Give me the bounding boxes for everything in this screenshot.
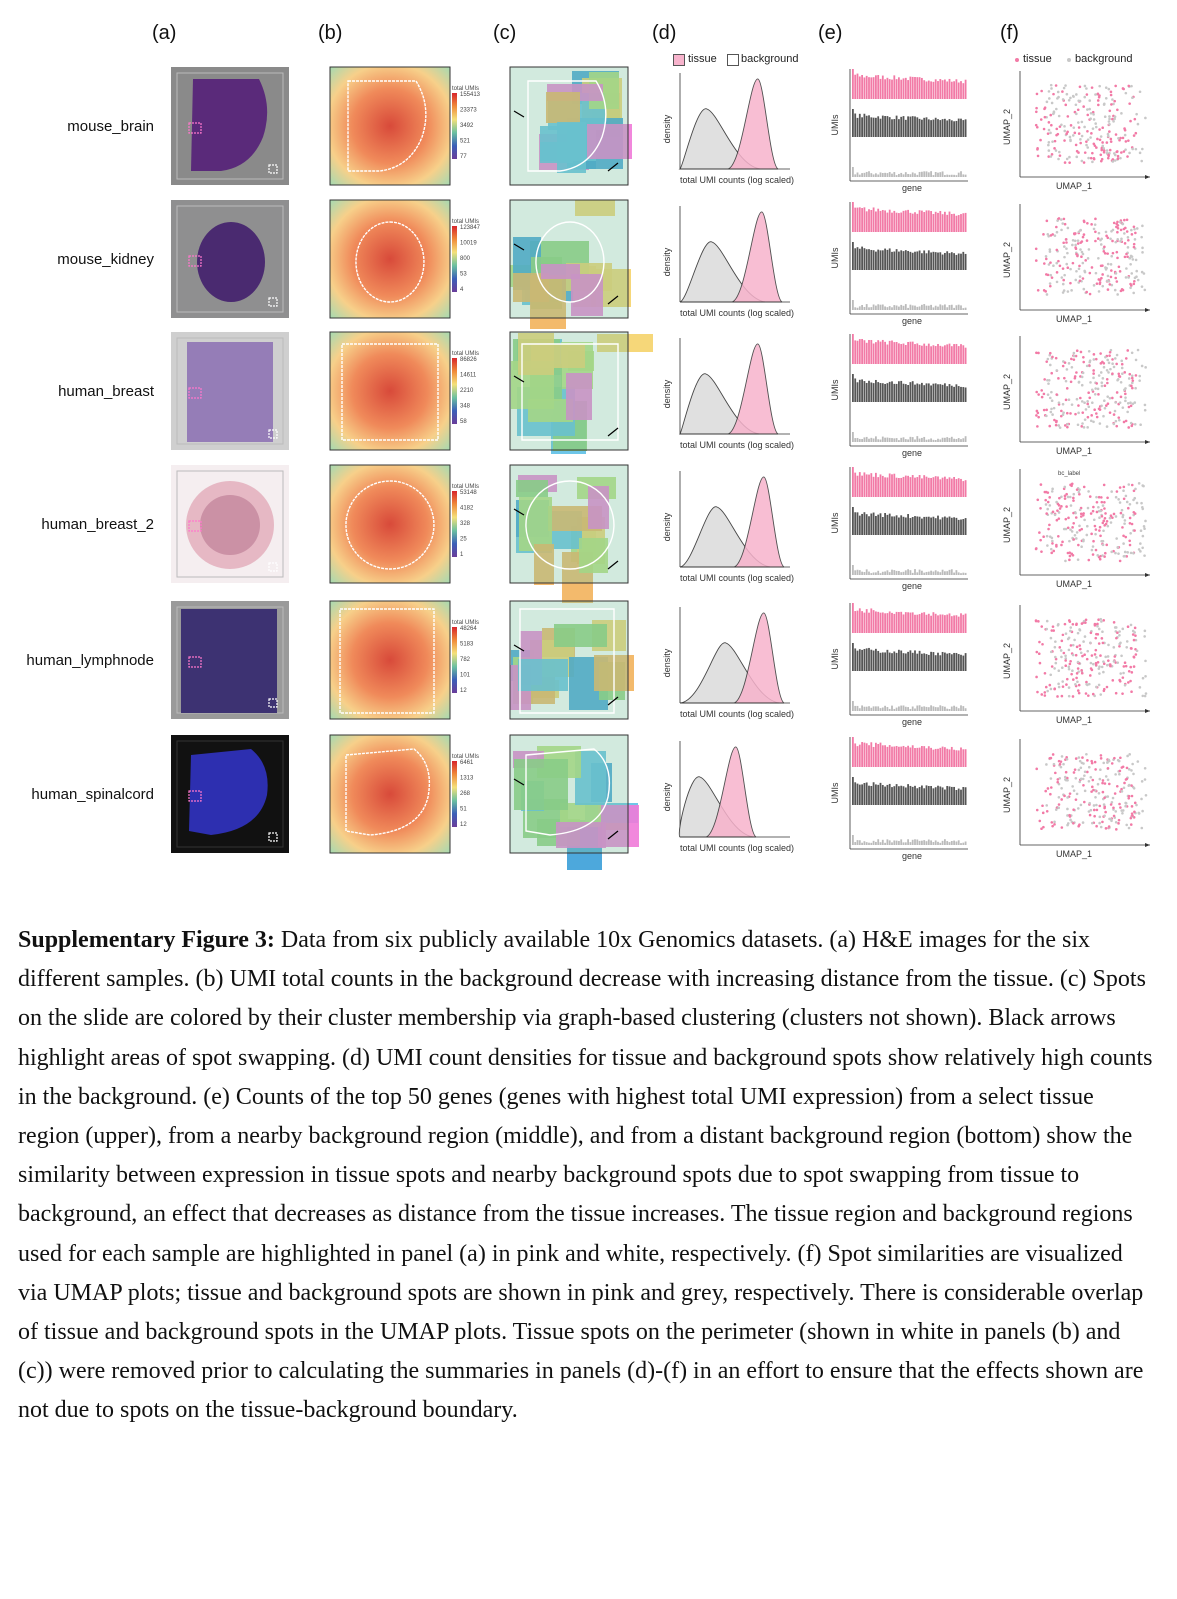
panel-letter-f: (f) (1000, 22, 1019, 44)
umi-heatmap (330, 735, 450, 853)
gene-counts-bars (832, 200, 972, 328)
panel-letter-a: (a) (152, 22, 177, 44)
gene-counts-bars (832, 332, 972, 460)
colorbar-tick: 86826 (460, 357, 477, 363)
umap-x-label: UMAP_1 (1056, 715, 1093, 725)
umi-colorbar (452, 483, 482, 563)
colorbar-title: total UMIs (452, 754, 480, 760)
umap-y-label: UMAP_2 (1002, 373, 1012, 411)
figure-caption (18, 921, 1158, 1431)
colorbar-tick: 48264 (460, 626, 477, 632)
he-image (171, 200, 289, 318)
umap-x-label: UMAP_1 (1056, 314, 1093, 324)
gene-counts-bars (832, 67, 972, 195)
density-x-label: total UMI counts (log scaled) (680, 573, 795, 583)
colorbar-tick: 58 (460, 419, 467, 425)
umi-colorbar (452, 350, 482, 430)
colorbar-tick: 5183 (460, 641, 474, 648)
colorbar-title: total UMIs (452, 86, 480, 92)
caption-label: Supplementary Figure 3: (18, 927, 275, 953)
umi-density-plot (660, 467, 795, 597)
colorbar-tick: 2210 (460, 388, 474, 394)
umap-plot (1002, 67, 1156, 195)
gene-y-label: UMIs (830, 648, 840, 670)
umap-y-label: UMAP_2 (1002, 776, 1012, 814)
colorbar-tick: 123847 (460, 225, 481, 231)
legend-background-label: background (741, 53, 799, 65)
colorbar-tick: 53148 (460, 490, 477, 496)
sample-label-human_breast_2: human_breast_2 (41, 516, 154, 533)
gene-counts-bars (832, 735, 972, 863)
density-x-label: total UMI counts (log scaled) (680, 175, 795, 185)
colorbar-tick: 53 (460, 271, 467, 278)
cluster-map (510, 465, 628, 583)
umi-heatmap (330, 332, 450, 450)
umap-x-label: UMAP_1 (1056, 446, 1093, 456)
colorbar-tick: 12 (460, 822, 467, 828)
gene-x-label: gene (902, 316, 923, 326)
colorbar-title: total UMIs (452, 351, 480, 357)
density-x-label: total UMI counts (log scaled) (680, 709, 795, 719)
umi-density-plot (660, 603, 795, 733)
umi-colorbar (452, 85, 482, 165)
umap-y-label: UMAP_2 (1002, 642, 1012, 680)
colorbar-tick: 800 (460, 256, 471, 262)
umap-x-label: UMAP_1 (1056, 579, 1093, 589)
umi-colorbar (452, 619, 482, 699)
density-y-label: density (662, 379, 672, 409)
sample-label-human_spinalcord: human_spinalcord (31, 786, 154, 803)
gene-y-label: UMIs (830, 782, 840, 804)
panel-letter-c: (c) (493, 22, 517, 44)
density-y-label: density (662, 114, 672, 144)
umi-density-plot (660, 737, 795, 867)
density-x-label: total UMI counts (log scaled) (680, 440, 795, 450)
panel-letter-d: (d) (652, 22, 677, 44)
legend-f-tissue-dot (1015, 58, 1019, 62)
legend-background-swatch (727, 54, 739, 66)
colorbar-title: total UMIs (452, 484, 480, 490)
umi-heatmap (330, 601, 450, 719)
umap-y-label: UMAP_2 (1002, 241, 1012, 279)
umi-colorbar (452, 218, 482, 298)
gene-x-label: gene (902, 183, 923, 193)
he-image (171, 465, 289, 583)
gene-y-label: UMIs (830, 512, 840, 534)
he-image (171, 735, 289, 853)
umi-density-plot (660, 334, 795, 464)
sample-label-human_lymphnode: human_lymphnode (26, 652, 154, 669)
colorbar-tick: 268 (460, 791, 471, 797)
umap-plot (1002, 735, 1156, 863)
colorbar-title: total UMIs (452, 219, 480, 225)
gene-counts-bars (832, 465, 972, 593)
caption-text: Data from six publicly available 10x Genomics datasets. (a) H&E images for the six different samples. (b) UMI total counts in the background decrease with increasing distance from the tissue. (c) Spots on the slide are colored by their cluster membership via graph-based clustering (clusters not shown). Black arrows highlight areas of spot swapping. (d) UMI count densities for tissue and background spots show relatively high counts in the background. (e) Counts of the top 50 genes (genes with highest total UMI expression) from a select tissue region (upper), from a nearby background region (middle), and from a distant background region (bottom) show the similarity between expression in tissue spots and nearby background spots due to spot swapping from tissue to background, an effect that decreases as distance from the tissue increases. The tissue region and background regions used for each sample are highlighted in panel (a) in pink and white, respectively. (f) Spot similarities are visualized via UMAP plots; tissue and background spots are shown in pink and grey, respectively. There is considerable overlap of tissue and background spots in the UMAP plots. Tissue spots on the perimeter (shown in white in panels (b) and (c)) were removed prior to calculating the summaries in panels (d)-(f) in an effort to ensure that the effects shown are not due to spots on the tissue-background boundary. (18, 927, 1153, 1424)
umi-colorbar (452, 753, 482, 833)
umi-heatmap (330, 67, 450, 185)
umap-plot (1002, 332, 1156, 460)
colorbar-tick: 6461 (460, 760, 474, 766)
umi-density-plot (660, 69, 795, 199)
umi-heatmap (330, 465, 450, 583)
gene-x-label: gene (902, 717, 923, 727)
umap-x-label: UMAP_1 (1056, 849, 1093, 859)
colorbar-tick: 10019 (460, 240, 477, 247)
colorbar-tick: 4182 (460, 505, 474, 512)
density-y-label: density (662, 247, 672, 277)
colorbar-tick: 4 (460, 287, 464, 293)
colorbar-tick: 1 (460, 552, 464, 558)
colorbar-title: total UMIs (452, 620, 480, 626)
umi-heatmap (330, 200, 450, 318)
panel-letter-b: (b) (318, 22, 343, 44)
density-y-label: density (662, 648, 672, 678)
umap-y-label: UMAP_2 (1002, 108, 1012, 146)
legend-f-tissue-label: tissue (1023, 53, 1052, 65)
umap-title: bc_label (1058, 471, 1081, 477)
gene-y-label: UMIs (830, 114, 840, 136)
he-image (171, 601, 289, 719)
sample-label-mouse_brain: mouse_brain (67, 118, 154, 135)
legend-tissue-label: tissue (688, 53, 717, 65)
sample-label-human_breast: human_breast (58, 383, 154, 400)
colorbar-tick: 25 (460, 536, 467, 543)
gene-x-label: gene (902, 851, 923, 861)
umap-plot (1002, 465, 1156, 593)
gene-y-label: UMIs (830, 379, 840, 401)
colorbar-tick: 155413 (460, 92, 481, 98)
colorbar-tick: 12 (460, 688, 467, 694)
umap-y-label: UMAP_2 (1002, 506, 1012, 544)
cluster-map (510, 200, 628, 318)
gene-counts-bars (832, 601, 972, 729)
gene-y-label: UMIs (830, 247, 840, 269)
cluster-map (510, 601, 628, 719)
panel-letter-e: (e) (818, 22, 843, 44)
density-y-label: density (662, 782, 672, 812)
umap-plot (1002, 200, 1156, 328)
colorbar-tick: 23373 (460, 107, 477, 114)
cluster-map (510, 735, 628, 853)
umap-x-label: UMAP_1 (1056, 181, 1093, 191)
colorbar-tick: 77 (460, 154, 467, 160)
legend-tissue-swatch (673, 54, 685, 66)
colorbar-tick: 101 (460, 672, 471, 679)
colorbar-tick: 1313 (460, 775, 474, 782)
cluster-map (510, 67, 628, 185)
colorbar-tick: 14611 (460, 372, 477, 379)
he-image (171, 332, 289, 450)
umi-density-plot (660, 202, 795, 332)
sample-label-mouse_kidney: mouse_kidney (57, 251, 154, 268)
colorbar-tick: 51 (460, 806, 467, 813)
umap-plot (1002, 601, 1156, 729)
colorbar-tick: 782 (460, 657, 471, 663)
he-image (171, 67, 289, 185)
gene-x-label: gene (902, 448, 923, 458)
gene-x-label: gene (902, 581, 923, 591)
legend-f-background-label: background (1075, 53, 1133, 65)
legend-f-background-dot (1067, 58, 1071, 62)
cluster-map (510, 332, 628, 450)
colorbar-tick: 328 (460, 521, 471, 527)
density-x-label: total UMI counts (log scaled) (680, 308, 795, 318)
colorbar-tick: 348 (460, 403, 471, 410)
density-y-label: density (662, 512, 672, 542)
density-x-label: total UMI counts (log scaled) (680, 843, 795, 853)
colorbar-tick: 3492 (460, 123, 474, 129)
colorbar-tick: 521 (460, 138, 471, 145)
